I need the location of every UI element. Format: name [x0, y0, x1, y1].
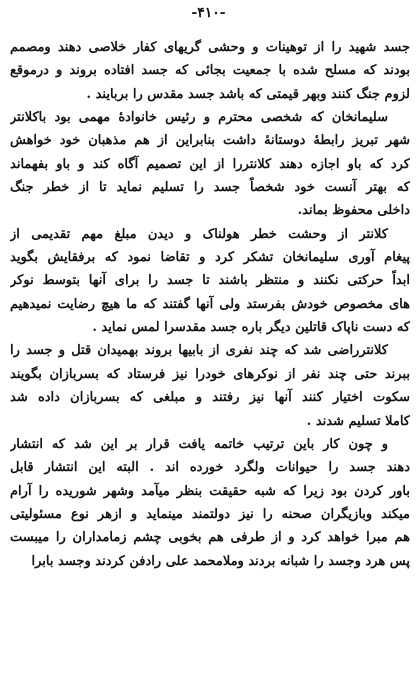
text-line: که دست ناپاک قاتلین دیگر باره جسد مقدسرا لمس نماید . — [92, 320, 410, 336]
text-line: بودند که مسلح شده با جمعیت بجائی که جسد افتاده بروند و درموقع — [10, 63, 410, 79]
text-line: پس هرد وجسد را شبانه بردند وملامحمد علی رادفن کردند وجسد بابرا — [31, 553, 410, 569]
text-line: میکند وبازیگران صحنه را نیز دولتمند مینماید و ازهر نوع مسئولیتی — [10, 506, 410, 522]
paragraph — [10, 106, 410, 223]
body-text — [10, 36, 410, 573]
text-line: های مخصوص خودش بفرستد ولی آنها گفتند که ما هیچ رضایت نمیدهیم — [10, 296, 410, 312]
text-line: سکوت اختیار کنند آنها نیز رفتند و مبلغی که بسربازان داده شد — [10, 390, 410, 406]
text-line: ببرند حتی چند نفر از نوکرهای خودرا نیز فرستاد که بسربازان بگویند — [10, 366, 410, 382]
text-line: باور کردن بود زیرا که شبه حقیقت بنظر میآمد وشهر شوریده را آرام — [10, 483, 410, 499]
paragraph — [10, 339, 410, 432]
text-line: هم مبرا خواهد کرد و از طرفی هم بخوبی چشم زمامداران را میبست — [10, 530, 410, 546]
text-line: و چون کار باین ترتیب خاتمه یافت قرار بر این شد که انتشار — [10, 436, 388, 452]
text-line: کلانتر از وحشت خطر هولناک و دیدن مبلغ مهم تقدیمی از — [10, 226, 388, 242]
text-line: داخلی محفوظ بماند. — [297, 203, 410, 219]
text-line: که بهتر آنست خود شخصاً جسد را تسلیم نماید تا از خطر جنگ — [10, 180, 410, 196]
paragraph — [10, 36, 410, 106]
paragraph — [10, 223, 410, 340]
text-line: لزوم جنگ کنند وبهر قیمتی که باشد جسد مقدس را بربایند . — [86, 86, 410, 102]
text-line: ابداً حرکتی نکنند و منتظر باشند تا جسد را برای آنها بتوسط نوکر — [10, 273, 410, 289]
text-line: شهر تبریز رابطهٔ دوستانهٔ داشت بنابراین از هم مذهبان خود خواهش — [10, 133, 410, 149]
text-line: جسد شهید را از توهینات و وحشی گریهای کفار خلاصی دهند ومصمم — [10, 40, 410, 55]
text-line: سلیمانخان که شخصی محترم و رئیس خانوادهٔ مهمی بود باکلانتر — [10, 110, 388, 126]
paragraph — [10, 433, 410, 573]
page-number: -۴۱۰- — [191, 5, 226, 21]
text-line: دهند جسد را حیوانات ولگرد خورده اند . البته این انتشار قابل — [10, 460, 410, 476]
text-line: کلانترراضی شد که چند نفری از بابیها بروند بهمیدان قتل و جسد را — [10, 343, 388, 359]
text-line: کرد که باو اجازه دهند کلانتررا از این تصمیم آگاه کند و باو بفهماند — [10, 156, 410, 172]
text-line: کاملا تسلیم شدند . — [306, 413, 410, 429]
text-line: پیغام آوری سلیمانخان تشکر کرد و تقاضا نمود که برفقایش بگوید — [10, 250, 410, 266]
